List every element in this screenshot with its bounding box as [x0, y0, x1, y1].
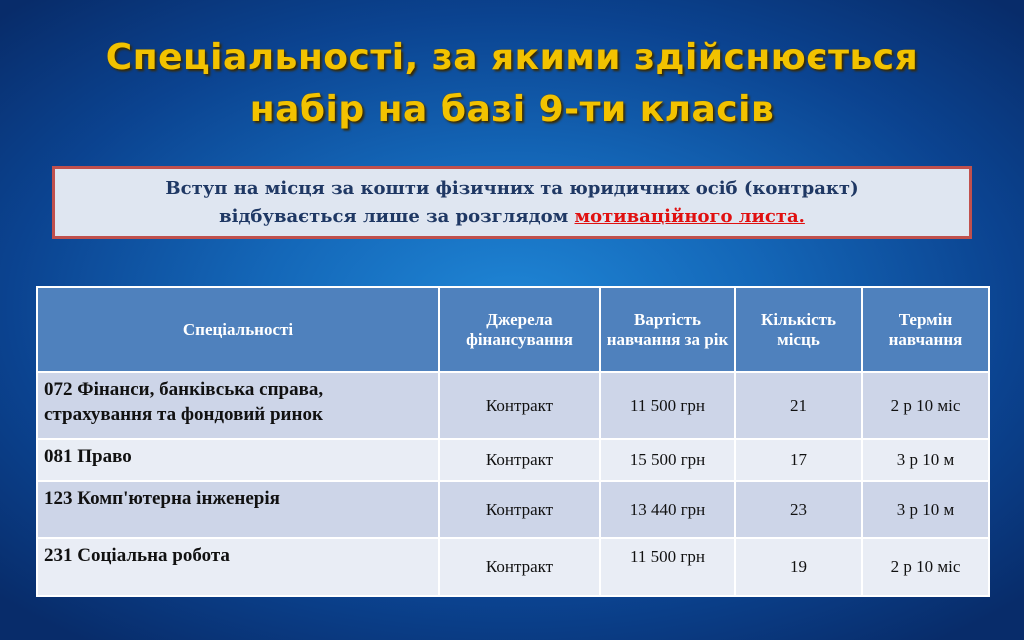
cell-funding: Контракт — [439, 372, 600, 439]
cell-specialty: 123 Комп'ютерна інженерія — [37, 481, 439, 538]
cell-cost: 11 500 грн — [600, 372, 735, 439]
header-places: Кількість місць — [735, 287, 862, 372]
title-line-1: Спеціальності, за якими здійснюється — [105, 37, 919, 78]
notice-line-1: Вступ на місця за кошти фізичних та юридичних осіб (контракт) — [165, 178, 859, 199]
table-row — [37, 538, 989, 596]
cell-places: 17 — [735, 439, 862, 481]
header-cost: Вартість навчання за рік — [600, 287, 735, 372]
specialties-table-wrapper — [36, 286, 988, 595]
header-funding: Джерела фінансування — [439, 287, 600, 372]
cell-funding: Контракт — [439, 481, 600, 538]
cell-places: 19 — [735, 538, 862, 596]
cell-cost: 15 500 грн — [600, 439, 735, 481]
header-specialty: Спеціальності — [37, 287, 439, 372]
motivation-letter-link[interactable]: мотиваційного листа. — [574, 206, 805, 227]
cell-specialty: 081 Право — [37, 439, 439, 481]
table-row — [37, 372, 989, 439]
table-header-row — [37, 287, 989, 372]
cell-funding: Контракт — [439, 439, 600, 481]
specialties-table — [36, 286, 990, 597]
cell-term: 3 р 10 м — [862, 481, 989, 538]
cell-term: 2 р 10 міс — [862, 538, 989, 596]
header-term: Термін навчання — [862, 287, 989, 372]
cell-cost: 11 500 грн — [600, 538, 735, 596]
cell-term: 2 р 10 міс — [862, 372, 989, 439]
cell-places: 21 — [735, 372, 862, 439]
notice-line-2 — [55, 203, 969, 231]
notice-box — [52, 166, 972, 239]
cell-specialty: 231 Соціальна робота — [37, 538, 439, 596]
notice-line-2-text: відбувається лише за розглядом — [219, 206, 575, 227]
table-row — [37, 481, 989, 538]
cell-places: 23 — [735, 481, 862, 538]
slide-title — [40, 32, 984, 136]
title-line-2: набір на базі 9-ти класів — [249, 89, 775, 130]
cell-term: 3 р 10 м — [862, 439, 989, 481]
table-row — [37, 439, 989, 481]
cell-funding: Контракт — [439, 538, 600, 596]
cell-cost: 13 440 грн — [600, 481, 735, 538]
cell-specialty: 072 Фінанси, банківська справа, страхування та фондовий ринок — [37, 372, 439, 439]
